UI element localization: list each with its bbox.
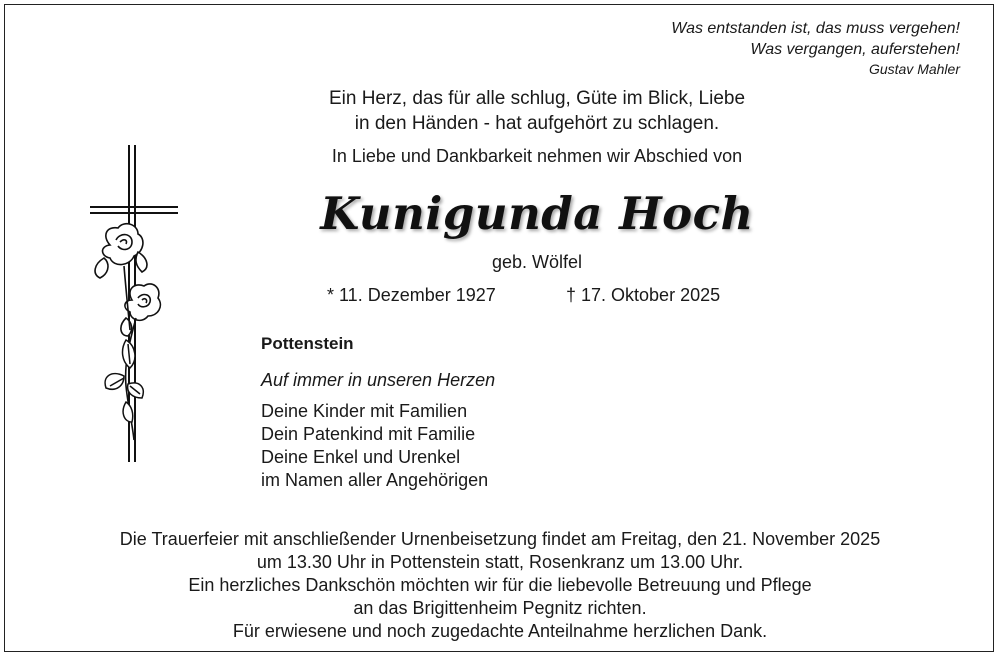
quote-author: Gustav Mahler xyxy=(868,61,960,77)
born-name: geb. Wölfel xyxy=(491,252,583,272)
intro-verse xyxy=(287,86,787,136)
deceased-name: Kunigunda Hoch xyxy=(320,187,754,240)
funeral-notice xyxy=(20,528,980,643)
mourner-line: Deine Kinder mit Familien xyxy=(261,401,468,421)
mourner-line: im Namen aller Angehörigen xyxy=(261,470,489,490)
mourners-list xyxy=(261,400,488,492)
motto: Auf immer in unseren Herzen xyxy=(261,370,496,390)
intro-line-1: Ein Herz, das für alle schlug, Güte im Blick, Liebe xyxy=(328,88,746,109)
mourner-line: Dein Patenkind mit Familie xyxy=(261,424,476,444)
intro-line-2: in den Händen - hat aufgehört zu schlagen. xyxy=(354,113,720,134)
mourner-line: Deine Enkel und Urenkel xyxy=(261,447,461,467)
quote-line-1: Was entstanden ist, das muss vergehen! xyxy=(671,20,960,37)
quote-line-2: Was vergangen, auferstehen! xyxy=(750,41,960,58)
farewell-line: In Liebe und Dankbarkeit nehmen wir Abschied von xyxy=(331,146,743,166)
notice-line: an das Brigittenheim Pegnitz richten. xyxy=(353,598,647,618)
birth-date: * 11. Dezember 1927 xyxy=(327,285,496,305)
death-date: † 17. Oktober 2025 xyxy=(566,285,721,305)
cross-with-roses-icon xyxy=(80,140,190,470)
life-dates xyxy=(327,283,721,307)
epigraph-quote xyxy=(671,18,960,79)
notice-line: Die Trauerfeier mit anschließender Urnenbeisetzung findet am Freitag, den 21. November 2025 xyxy=(119,529,881,549)
place-name: Pottenstein xyxy=(261,334,354,353)
notice-line: Ein herzliches Dankschön möchten wir für die liebevolle Betreuung und Pflege xyxy=(188,575,812,595)
notice-line: um 13.30 Uhr in Pottenstein statt, Rosenkranz um 13.00 Uhr. xyxy=(256,552,744,572)
notice-line: Für erwiesene und noch zugedachte Anteilnahme herzlichen Dank. xyxy=(232,621,768,641)
